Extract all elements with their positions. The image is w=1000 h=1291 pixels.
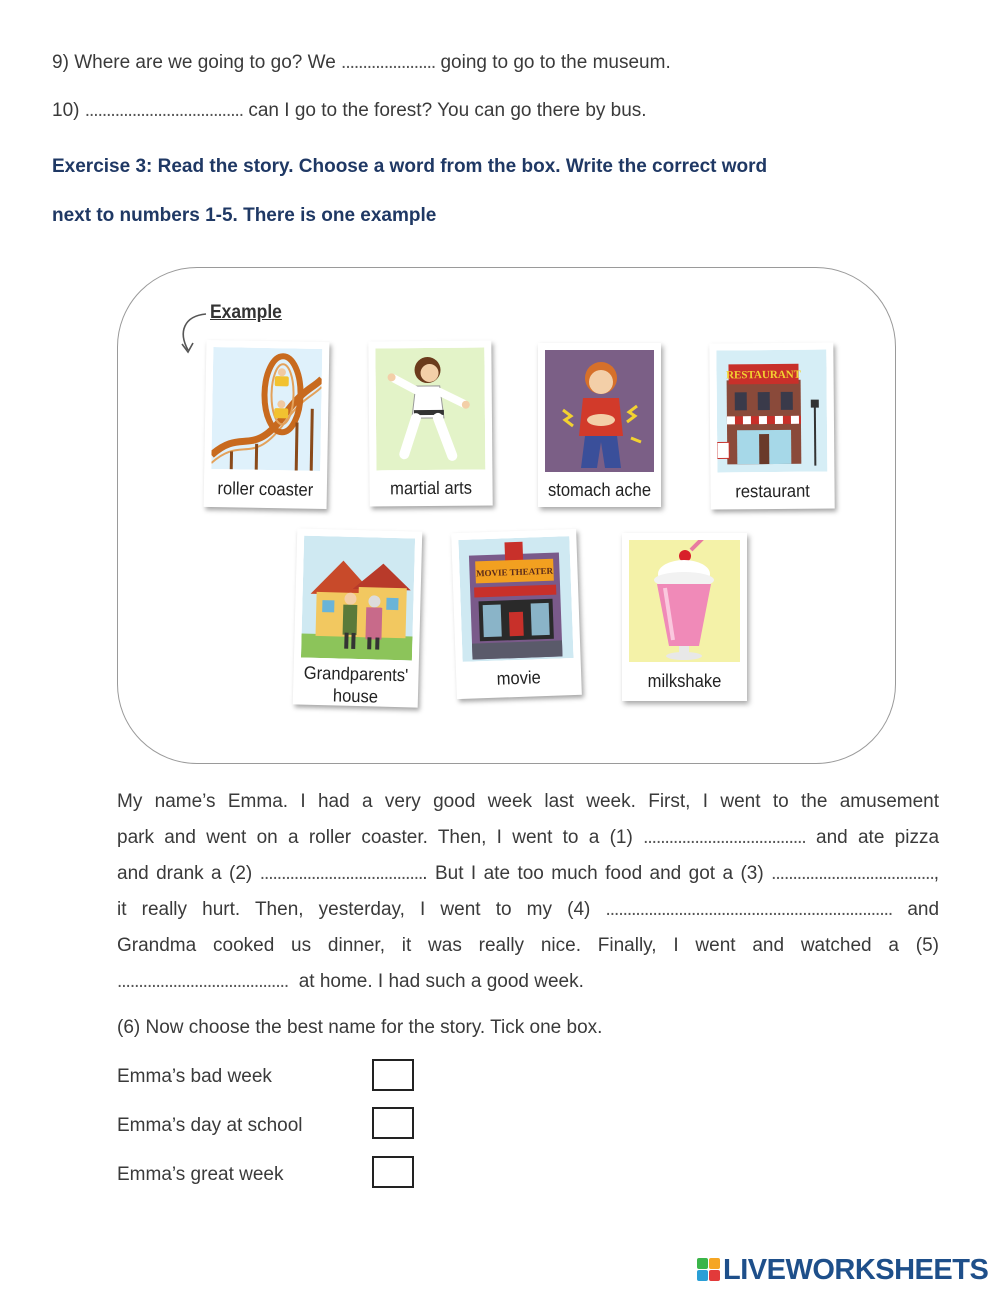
question-10 (52, 100, 647, 122)
martial-arts-icon (375, 348, 485, 471)
card-label: restaurant (735, 480, 810, 502)
example-label: Example (210, 302, 282, 323)
milkshake-icon (629, 540, 740, 662)
answer-blank[interactable]: ..................................... (84, 100, 244, 121)
exercise-title: Exercise 3: Read the story. Choose a word from the box. Write the correct word (52, 156, 768, 177)
answer-blank-3[interactable]: ...................................... (771, 863, 934, 884)
brand-name: LIVEWORKSHEETS (723, 1253, 989, 1286)
story-text-segment: , (933, 863, 940, 884)
question-text: going to go to the museum. (440, 52, 671, 73)
story-line (117, 856, 939, 892)
question-6: (6) Now choose the best name for the story. Tick one box. (117, 1017, 603, 1038)
option-label: Emma’s bad week (117, 1066, 272, 1087)
option-label: Emma’s day at school (117, 1115, 303, 1136)
card-label-line2: house (332, 685, 379, 707)
answer-blank-1[interactable]: ...................................... (643, 827, 806, 848)
story-text-segment: and drank a (2) (117, 863, 253, 884)
tick-box-great-week[interactable] (372, 1156, 414, 1188)
card-label: movie (496, 667, 542, 689)
answer-blank[interactable]: ...................... (341, 52, 436, 73)
story-text-segment: it really hurt. Then, yesterday, I went to my (4) (117, 899, 591, 920)
card-label: martial arts (390, 477, 473, 499)
story-line (117, 820, 939, 856)
question-text: can I go to the forest? You can go there by bus. (248, 100, 647, 121)
word-card-roller-coaster (204, 340, 330, 509)
exercise-title-line2: next to numbers 1-5. There is one example (52, 205, 437, 226)
card-label: roller coaster (217, 478, 314, 500)
question-9 (52, 52, 671, 74)
movie-theater-icon (458, 536, 573, 662)
story-text-segment: and ate pizza (816, 827, 940, 848)
answer-blank-4[interactable]: ................................................................... (605, 899, 893, 920)
word-card-milkshake (622, 533, 747, 701)
story-text-segment: My name’s Emma. I had a very good week last week. First, I went to the amusement (117, 791, 939, 812)
tick-box-bad-week[interactable] (372, 1059, 414, 1091)
story-text-segment: at home. I had such a good week. (298, 971, 584, 992)
story-text-segment: . But I ate too much food and got a (3) (422, 863, 764, 884)
story-line (117, 892, 939, 928)
story-text (117, 784, 939, 1000)
word-card-martial-arts (368, 340, 492, 506)
theater-sign: MOVIE THEATER (475, 565, 554, 579)
card-label: Grandparents' (303, 662, 409, 686)
story-text-segment: park and went on a roller coaster. Then, I went to a (1) (117, 827, 633, 848)
question-number: 10) (52, 100, 80, 121)
word-card-restaurant (709, 342, 834, 509)
card-label: stomach ache (547, 480, 652, 500)
word-card-movie (451, 529, 582, 699)
story-text-segment: Grandma cooked us dinner, it was really nice. Finally, I went and watched a (5) (117, 935, 939, 956)
word-card-grandparents-house (293, 528, 423, 707)
answer-blank-5[interactable]: ........................................ (117, 971, 289, 992)
restaurant-sign: RESTAURANT (726, 368, 802, 382)
restaurant-icon (716, 350, 827, 473)
question-text: Where are we going to go? We (74, 52, 336, 73)
roller-coaster-icon (211, 347, 322, 471)
story-line (117, 784, 939, 820)
story-text-segment: and (907, 899, 940, 920)
logo-blocks-icon (697, 1258, 721, 1282)
option-label: Emma’s great week (117, 1164, 284, 1185)
story-line (117, 928, 939, 964)
word-card-stomach-ache (538, 343, 661, 507)
question-number: 9) (52, 52, 69, 73)
grandparents-house-icon (301, 536, 415, 661)
stomach-ache-icon (545, 350, 654, 472)
card-label: milkshake (647, 671, 722, 691)
answer-blank-2[interactable]: ...................................... (259, 863, 423, 884)
tick-box-day-at-school[interactable] (372, 1107, 414, 1139)
curved-arrow-icon (176, 310, 210, 358)
story-line (117, 964, 939, 1000)
liveworksheets-logo (697, 1254, 988, 1286)
